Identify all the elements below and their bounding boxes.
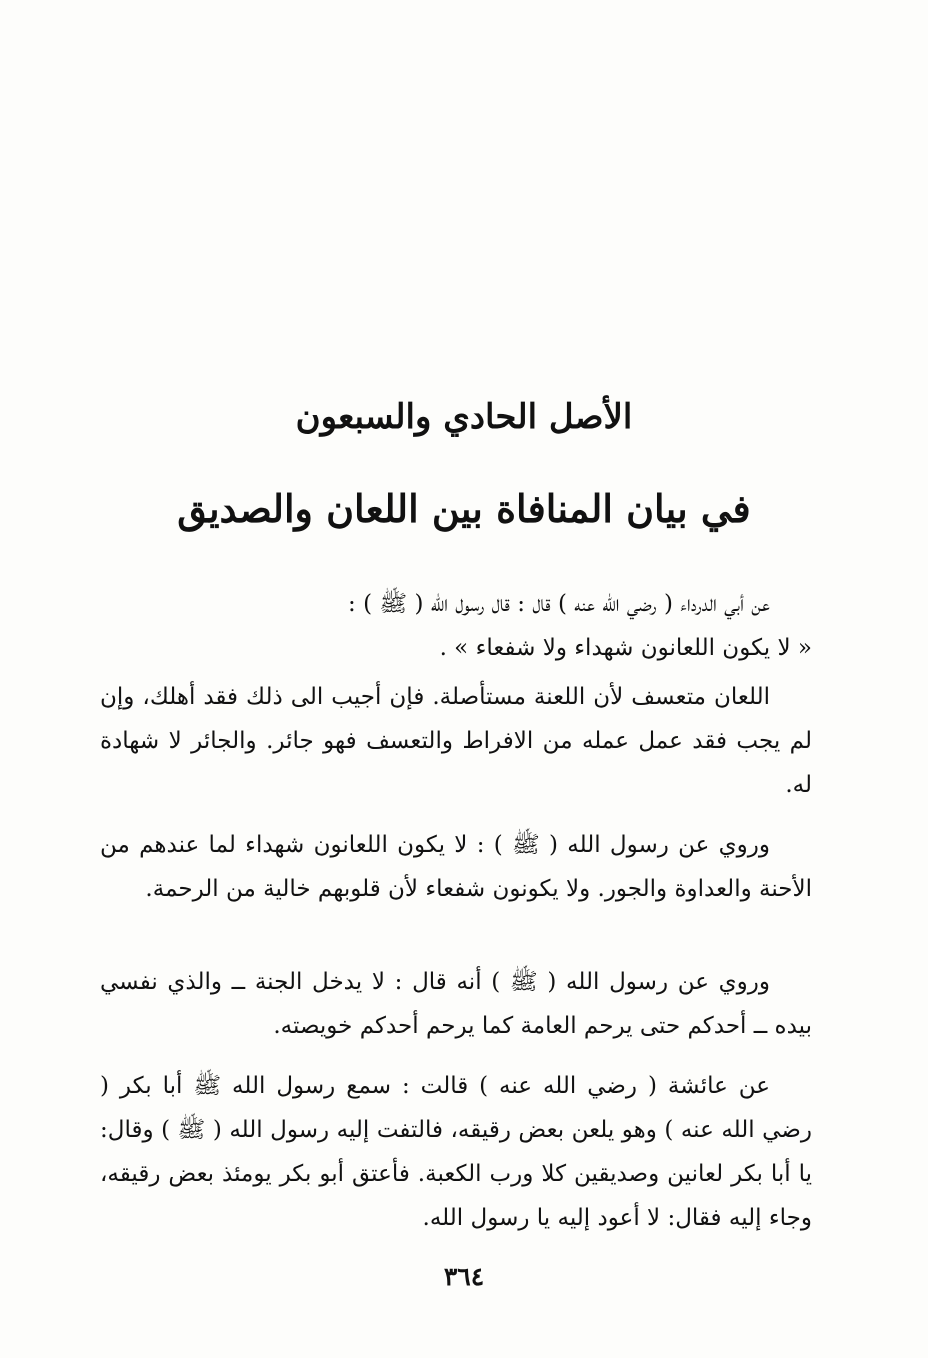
paragraph1-line1: عن أبي الدرداء ( رضي الله عنه ) قال : قال رسول الله ( ﷺ ) : [348,591,770,617]
paragraph-commentary: اللعان متعسف لأن اللعنة مستأصلة. فإن أجيب الى ذلك فقد أهلك، وإن لم يجب فقد عمل عمله من الافراط والتعسف فهو جائر. والجائر لا شهادة له. [100,684,812,798]
paragraph-aisha-narration: عن عائشة ( رضي الله عنه ) قالت : سمع رسول الله ﷺ أبا بكر ( رضي الله عنه ) وهو يلعن بعض رقيقه، فالتفت إليه رسول الله ( ﷺ ) وقال: يا أبا بكر لعانين وصديقين كلا ورب الكعبة. فأعتق أبو بكر يومئذ بعض رقيقه، وجاء إليه فقال: لا أعود إليه يا رسول الله. [100,1073,812,1231]
paragraph-third-narration: وروي عن رسول الله ( ﷺ ) أنه قال : لا يدخل الجنة ــ والذي نفسي بيده ــ أحدكم حتى يرحم العامة كما يرحم أحدكم خويصته. [100,969,812,1039]
chapter-title: الأصل الحادي والسبعون [295,397,633,437]
paragraph-hadith-abu-darda [100,582,812,670]
chapter-subtitle: في بيان المنافاة بين اللعان والصديق [177,486,751,531]
page-number: ٣٦٤ [443,1262,485,1291]
paragraph-second-narration: وروي عن رسول الله ( ﷺ ) : لا يكون اللعانون شهداء لما عندهم من الأحنة والعداوة والجور. ولا يكونون شفعاء لأن قلوبهم خالية من الرحمة. [100,832,812,902]
paragraph1-quote: « لا يكون اللعانون شهداء ولا شفعاء » . [439,635,812,661]
